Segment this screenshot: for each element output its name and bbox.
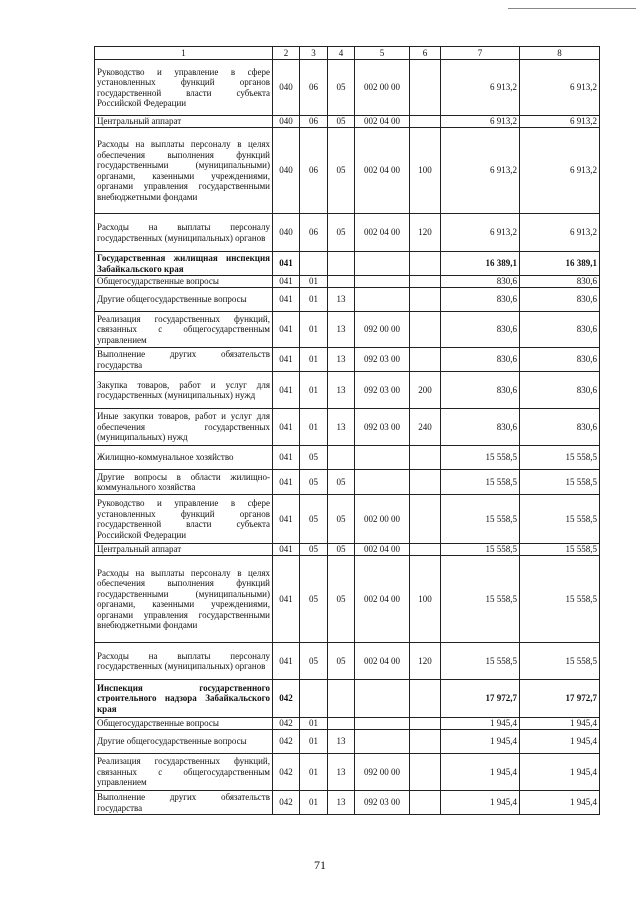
row-subsection-cell [328,718,355,730]
row-name-cell: Расходы на выплаты персоналу государственных (муниципальных) органов [95,214,273,252]
row-section-cell: 01 [300,730,328,754]
row-amount-cell: 15 558,5 [441,544,520,556]
row-section-cell: 01 [300,276,328,288]
row-section-cell: 01 [300,791,328,815]
row-name-cell: Другие общегосударственные вопросы [95,730,273,754]
row-code-cell: 042 [273,754,300,791]
row-amount-cell: 1 945,4 [520,754,600,791]
row-amount-cell: 6 913,2 [520,60,600,116]
row-amount-cell: 1 945,4 [520,730,600,754]
row-name-cell: Центральный аппарат [95,544,273,556]
row-code-cell: 041 [273,312,300,348]
row-code-cell: 042 [273,730,300,754]
table-row [95,643,600,680]
row-amount-cell: 15 558,5 [520,470,600,495]
row-section-cell: 01 [300,348,328,372]
row-target-cell: 092 03 00 [355,409,410,446]
row-amount-cell: 1 945,4 [520,718,600,730]
row-name-cell: Расходы на выплаты персоналу государственных (муниципальных) органов [95,643,273,680]
row-amount-cell: 1 945,4 [520,791,600,815]
row-type-cell: 240 [410,409,441,446]
row-amount-cell: 830,6 [520,288,600,312]
row-section-cell: 06 [300,60,328,116]
row-type-cell [410,718,441,730]
table-row [95,372,600,409]
row-amount-cell: 17 972,7 [441,680,520,718]
row-subsection-cell: 13 [328,348,355,372]
row-section-cell: 01 [300,288,328,312]
row-subsection-cell: 05 [328,643,355,680]
row-subsection-cell: 13 [328,288,355,312]
row-section-cell: 01 [300,754,328,791]
row-type-cell [410,348,441,372]
row-subsection-cell: 13 [328,730,355,754]
row-subsection-cell [328,446,355,470]
row-section-cell: 01 [300,718,328,730]
row-subsection-cell: 05 [328,60,355,116]
header-rule [508,8,636,9]
table-row [95,730,600,754]
table-row [95,348,600,372]
row-name-cell: Руководство и управление в сфере установленных функций органов государственной власти субъекта Российской Федерации [95,60,273,116]
row-amount-cell: 15 558,5 [441,495,520,544]
row-subsection-cell: 05 [328,128,355,214]
row-amount-cell: 830,6 [520,312,600,348]
table-header-row [95,47,600,60]
table-row [95,312,600,348]
row-subsection-cell: 13 [328,372,355,409]
table-row [95,252,600,276]
page-number: 71 [314,858,326,872]
row-section-cell: 06 [300,116,328,128]
column-header: 1 [95,47,273,60]
row-section-cell: 06 [300,214,328,252]
row-name-cell: Реализация государственных функций, связанных с общегосударственным управлением [95,312,273,348]
row-target-cell: 002 00 00 [355,60,410,116]
table-row [95,544,600,556]
row-subsection-cell [328,276,355,288]
row-name-cell: Жилищно-коммунальное хозяйство [95,446,273,470]
row-subsection-cell: 13 [328,409,355,446]
row-type-cell [410,680,441,718]
row-code-cell: 041 [273,276,300,288]
row-target-cell [355,446,410,470]
row-target-cell: 092 03 00 [355,372,410,409]
row-amount-cell: 1 945,4 [441,730,520,754]
table-row [95,680,600,718]
row-target-cell: 092 00 00 [355,312,410,348]
row-target-cell: 092 00 00 [355,754,410,791]
row-name-cell: Закупка товаров, работ и услуг для государственных (муниципальных) нужд [95,372,273,409]
row-type-cell [410,276,441,288]
row-type-cell: 120 [410,643,441,680]
row-amount-cell: 6 913,2 [520,116,600,128]
row-target-cell [355,470,410,495]
row-type-cell [410,754,441,791]
row-type-cell [410,544,441,556]
row-name-cell: Расходы на выплаты персоналу в целях обеспечения выполнения функций государственными (муниципальными) органами, казенными учреждениями, органами управления государственными внебюджетными фондами [95,556,273,643]
row-name-cell: Выполнение других обязательств государства [95,791,273,815]
row-code-cell: 041 [273,252,300,276]
row-target-cell: 002 04 00 [355,128,410,214]
row-amount-cell: 1 945,4 [441,754,520,791]
row-name-cell: Расходы на выплаты персоналу в целях обеспечения выполнения функций государственными (муниципальными) органами, казенными учреждениями, органами управления государственными внебюджетными фондами [95,128,273,214]
row-amount-cell: 15 558,5 [520,544,600,556]
row-name-cell: Государственная жилищная инспекция Забайкальского края [95,252,273,276]
row-target-cell: 002 04 00 [355,214,410,252]
row-amount-cell: 830,6 [441,348,520,372]
row-amount-cell: 1 945,4 [441,791,520,815]
table-row [95,495,600,544]
row-name-cell: Иные закупки товаров, работ и услуг для обеспечения государственных (муниципальных) нужд [95,409,273,446]
row-amount-cell: 15 558,5 [441,446,520,470]
row-target-cell: 002 04 00 [355,544,410,556]
row-section-cell: 05 [300,470,328,495]
row-code-cell: 041 [273,643,300,680]
row-subsection-cell [328,680,355,718]
table-row [95,470,600,495]
row-section-cell: 01 [300,409,328,446]
row-target-cell [355,730,410,754]
row-code-cell: 040 [273,116,300,128]
row-subsection-cell [328,252,355,276]
row-amount-cell: 16 389,1 [520,252,600,276]
table-row [95,116,600,128]
row-target-cell [355,276,410,288]
row-amount-cell: 15 558,5 [441,556,520,643]
row-subsection-cell: 13 [328,312,355,348]
row-name-cell: Инспекция государственного строительного надзора Забайкальского края [95,680,273,718]
row-type-cell [410,730,441,754]
row-code-cell: 041 [273,470,300,495]
table-row [95,288,600,312]
row-subsection-cell: 05 [328,556,355,643]
column-header: 7 [441,47,520,60]
row-code-cell: 041 [273,409,300,446]
table-row [95,214,600,252]
column-header: 4 [328,47,355,60]
row-section-cell [300,680,328,718]
row-name-cell: Реализация государственных функций, связанных с общегосударственным управлением [95,754,273,791]
row-amount-cell: 6 913,2 [441,128,520,214]
row-type-cell: 120 [410,214,441,252]
row-section-cell: 05 [300,446,328,470]
table-body [95,47,600,815]
table-row [95,128,600,214]
row-type-cell [410,446,441,470]
row-code-cell: 041 [273,544,300,556]
row-name-cell: Другие общегосударственные вопросы [95,288,273,312]
column-header: 6 [410,47,441,60]
row-name-cell: Другие вопросы в области жилищно-коммунального хозяйства [95,470,273,495]
row-amount-cell: 830,6 [441,312,520,348]
row-amount-cell: 15 558,5 [520,446,600,470]
row-name-cell: Руководство и управление в сфере установленных функций органов государственной власти субъекта Российской Федерации [95,495,273,544]
row-code-cell: 040 [273,128,300,214]
table-row [95,791,600,815]
row-amount-cell: 830,6 [520,372,600,409]
table-row [95,718,600,730]
row-type-cell [410,60,441,116]
row-name-cell: Общегосударственные вопросы [95,718,273,730]
column-header: 8 [520,47,600,60]
row-code-cell: 040 [273,214,300,252]
row-amount-cell: 6 913,2 [441,116,520,128]
row-code-cell: 041 [273,495,300,544]
row-code-cell: 042 [273,791,300,815]
row-target-cell: 002 04 00 [355,556,410,643]
row-section-cell: 05 [300,643,328,680]
row-target-cell: 092 03 00 [355,348,410,372]
table-row [95,276,600,288]
row-name-cell: Общегосударственные вопросы [95,276,273,288]
row-amount-cell: 1 945,4 [441,718,520,730]
row-type-cell [410,791,441,815]
row-type-cell [410,252,441,276]
row-type-cell: 200 [410,372,441,409]
row-subsection-cell: 05 [328,544,355,556]
row-section-cell: 01 [300,312,328,348]
row-amount-cell: 830,6 [520,348,600,372]
row-code-cell: 041 [273,372,300,409]
row-amount-cell: 15 558,5 [520,556,600,643]
row-target-cell [355,680,410,718]
row-code-cell: 042 [273,718,300,730]
budget-table [94,46,600,815]
row-target-cell: 002 00 00 [355,495,410,544]
row-code-cell: 042 [273,680,300,718]
row-amount-cell: 6 913,2 [520,214,600,252]
row-type-cell [410,495,441,544]
row-type-cell: 100 [410,556,441,643]
row-amount-cell: 6 913,2 [441,60,520,116]
row-target-cell: 002 04 00 [355,116,410,128]
table-row [95,446,600,470]
row-subsection-cell: 13 [328,754,355,791]
row-amount-cell: 6 913,2 [520,128,600,214]
row-amount-cell: 6 913,2 [441,214,520,252]
row-target-cell: 002 04 00 [355,643,410,680]
row-subsection-cell: 05 [328,495,355,544]
row-name-cell: Центральный аппарат [95,116,273,128]
row-name-cell: Выполнение других обязательств государства [95,348,273,372]
row-target-cell: 092 03 00 [355,791,410,815]
table-row [95,60,600,116]
row-type-cell: 100 [410,128,441,214]
row-subsection-cell: 05 [328,470,355,495]
row-amount-cell: 17 972,7 [520,680,600,718]
table-row [95,754,600,791]
row-amount-cell: 830,6 [520,276,600,288]
column-header: 2 [273,47,300,60]
row-code-cell: 041 [273,446,300,470]
row-code-cell: 041 [273,556,300,643]
table-row [95,409,600,446]
table-row [95,556,600,643]
row-subsection-cell: 05 [328,214,355,252]
row-section-cell: 05 [300,495,328,544]
row-code-cell: 040 [273,60,300,116]
row-amount-cell: 16 389,1 [441,252,520,276]
row-section-cell [300,252,328,276]
row-amount-cell: 830,6 [441,409,520,446]
row-type-cell [410,470,441,495]
row-amount-cell: 830,6 [520,409,600,446]
column-header: 3 [300,47,328,60]
row-code-cell: 041 [273,288,300,312]
row-subsection-cell: 13 [328,791,355,815]
row-target-cell [355,718,410,730]
row-code-cell: 041 [273,348,300,372]
row-amount-cell: 15 558,5 [441,470,520,495]
row-type-cell [410,312,441,348]
row-amount-cell: 830,6 [441,288,520,312]
row-amount-cell: 830,6 [441,372,520,409]
row-amount-cell: 830,6 [441,276,520,288]
row-type-cell [410,288,441,312]
row-target-cell [355,252,410,276]
row-section-cell: 06 [300,128,328,214]
row-section-cell: 05 [300,556,328,643]
row-target-cell [355,288,410,312]
column-header: 5 [355,47,410,60]
row-amount-cell: 15 558,5 [520,643,600,680]
row-amount-cell: 15 558,5 [441,643,520,680]
row-amount-cell: 15 558,5 [520,495,600,544]
row-section-cell: 01 [300,372,328,409]
row-section-cell: 05 [300,544,328,556]
row-subsection-cell: 05 [328,116,355,128]
row-type-cell [410,116,441,128]
